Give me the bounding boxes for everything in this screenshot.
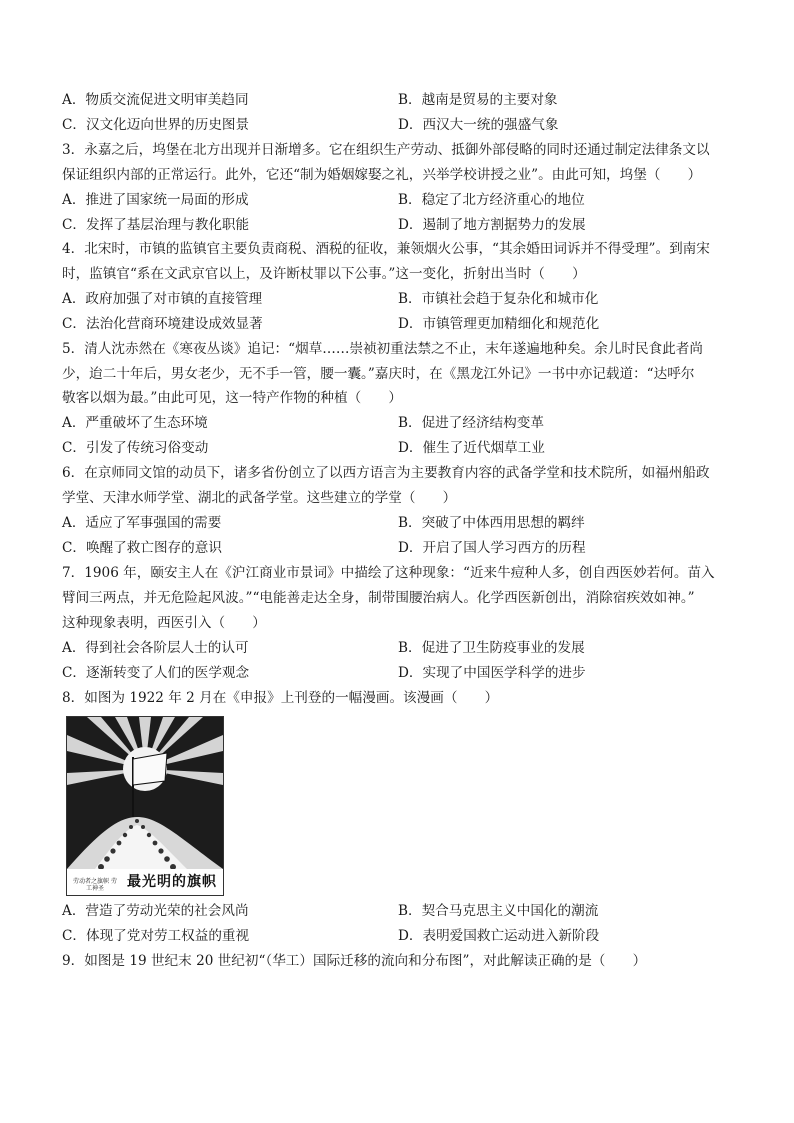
q7-option-a: A．得到社会各阶层人士的认可 (62, 640, 249, 656)
q6-stem-line-2: 学堂、天津水师学堂、湖北的武备学堂。这些建立的学堂（ ） (62, 490, 457, 506)
q5-option-d: D．催生了近代烟草工业 (398, 440, 545, 456)
q7-stem-line-1: 7．1906 年，颐安主人在《沪江商业市景词》中描绘了这种现象：“近来牛痘种人多，创自西医妙若何。苗入 (62, 565, 715, 581)
q6-option-b: B．突破了中体西用思想的羁绊 (398, 515, 585, 531)
q3-option-b: B．稳定了北方经济重心的地位 (398, 192, 585, 208)
q6-stem-line-1: 6．在京师同文馆的动员下，诸多省份创立了以西方语言为主要教育内容的武备学堂和技术院所，如福州船政 (62, 465, 710, 481)
cartoon-caption-area (67, 869, 223, 895)
q4-option-b: B．市镇社会趋于复杂化和城市化 (398, 291, 599, 307)
q6-option-d: D．开启了国人学习西方的历程 (398, 540, 586, 556)
q2-option-a: A．物质交流促进文明审美趋同 (62, 92, 249, 108)
q4-option-a: A．政府加强了对市镇的直接管理 (62, 291, 263, 307)
q4-stem-line-2: 时，监镇官“系在文武京官以上，及许断杖罪以下公事。”这一变化，折射出当时（ ） (62, 266, 586, 282)
q2-option-c: C．汉文化迈向世界的历史图景 (62, 117, 250, 133)
q5-stem-line-3: 敬客以烟为最。”由此可见，这一特产作物的种植（ ） (62, 390, 402, 406)
cartoon-image (66, 716, 224, 896)
q8-option-d: D．表明爱国救亡运动进入新阶段 (398, 928, 600, 944)
q7-stem-line-2: 臂间三两点，并无危险起风波。”“电能善走达全身，制带围腰治病人。化学西医新创出，消除宿疾效如神。” (62, 590, 695, 606)
q8-option-a: A．营造了劳动光荣的社会风尚 (62, 903, 249, 919)
q5-option-c: C．引发了传统习俗变动 (62, 440, 209, 456)
q7-option-c: C．逐渐转变了人们的医学观念 (62, 665, 250, 681)
q3-option-d: D．遏制了地方割据势力的发展 (398, 217, 586, 233)
q4-option-c: C．法治化营商环境建设成效显著 (62, 316, 263, 332)
cartoon-small-caption: 劳动者之旗帜 劳工神圣 (73, 878, 117, 892)
q2-option-d: D．西汉大一统的强盛气象 (398, 117, 559, 133)
q7-option-b: B．促进了卫生防疫事业的发展 (398, 640, 585, 656)
q6-option-a: A．适应了军事强国的需要 (62, 515, 222, 531)
q5-stem-line-1: 5．清人沈赤然在《寒夜丛谈》追记：“烟草……崇祯初重法禁之不止，末年遂遍地种矣。余儿时民食此者尚 (62, 341, 703, 357)
q7-option-d: D．实现了中国医学科学的进步 (398, 665, 586, 681)
q8-stem: 8．如图为 1922 年 2 月在《申报》上刊登的一幅漫画。该漫画（ ） (62, 690, 499, 706)
q3-option-c: C．发挥了基层治理与教化职能 (62, 217, 250, 233)
q5-option-a: A．严重破坏了生态环境 (62, 415, 208, 431)
q3-stem-line-1: 3．永嘉之后，坞堡在北方出现并日渐增多。它在组织生产劳动、抵御外部侵略的同时还通过制定法律条文以 (62, 142, 710, 158)
cartoon-caption: 最光明的旗帜 (127, 874, 217, 890)
q7-stem-line-3: 这种现象表明，西医引入（ ） (62, 615, 266, 631)
q6-option-c: C．唤醒了救亡图存的意识 (62, 540, 222, 556)
q5-stem-line-2: 少，迨二十年后，男女老少，无不手一管，腰一囊。”嘉庆时，在《黑龙江外记》一书中亦记载道：“达呼尔 (62, 366, 695, 382)
q8-option-b: B．契合马克思主义中国化的潮流 (398, 903, 599, 919)
q3-option-a: A．推进了国家统一局面的形成 (62, 192, 249, 208)
q4-stem-line-1: 4．北宋时，市镇的监镇官主要负责商税、酒税的征收，兼领烟火公事，“其余婚田词诉并不得受理”。到南宋 (62, 241, 710, 257)
q9-stem: 9．如图是 19 世纪末 20 世纪初“（华工）国际迁移的流向和分布图”，对此解读正确的是（ ） (62, 953, 647, 969)
q4-option-d: D．市镇管理更加精细化和规范化 (398, 316, 600, 332)
q5-option-b: B．促进了经济结构变革 (398, 415, 544, 431)
q3-stem-line-2: 保证组织内部的正常运行。此外，它还“制为婚姻嫁娶之礼，兴举学校讲授之业”。由此可知，坞堡（ ） (62, 167, 702, 183)
q2-option-b: B．越南是贸易的主要对象 (398, 92, 558, 108)
q8-option-c: C．体现了党对劳工权益的重视 (62, 928, 250, 944)
